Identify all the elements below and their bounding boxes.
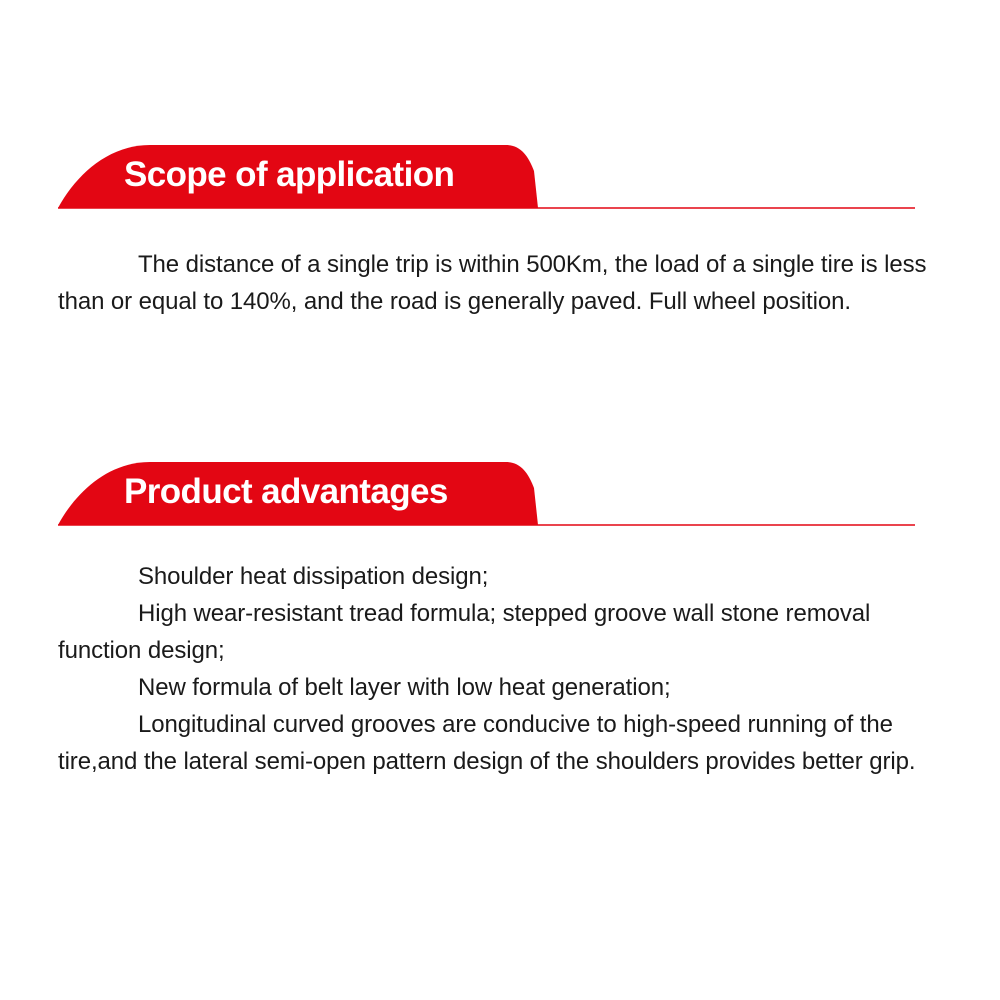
advantages-body <box>58 558 928 780</box>
scope-title: Scope of application <box>124 155 455 194</box>
advantages-header <box>58 462 915 526</box>
advantages-title: Product advantages <box>124 472 448 511</box>
scope-body <box>58 246 928 320</box>
advantage-item: High wear-resistant tread formula; stepped groove wall stone removal function design; <box>58 600 871 664</box>
advantage-item: Longitudinal curved grooves are conducive to high-speed running of the tire,and the lateral semi-open pattern design of the shoulders provides better grip. <box>58 711 916 775</box>
scope-paragraph: The distance of a single trip is within 500Km, the load of a single tire is less than or equal to 140%, and the road is generally paved. Full wheel position. <box>58 251 927 315</box>
scope-header <box>58 145 915 209</box>
advantage-item: Shoulder heat dissipation design; <box>138 563 489 590</box>
advantage-item: New formula of belt layer with low heat generation; <box>138 674 671 701</box>
